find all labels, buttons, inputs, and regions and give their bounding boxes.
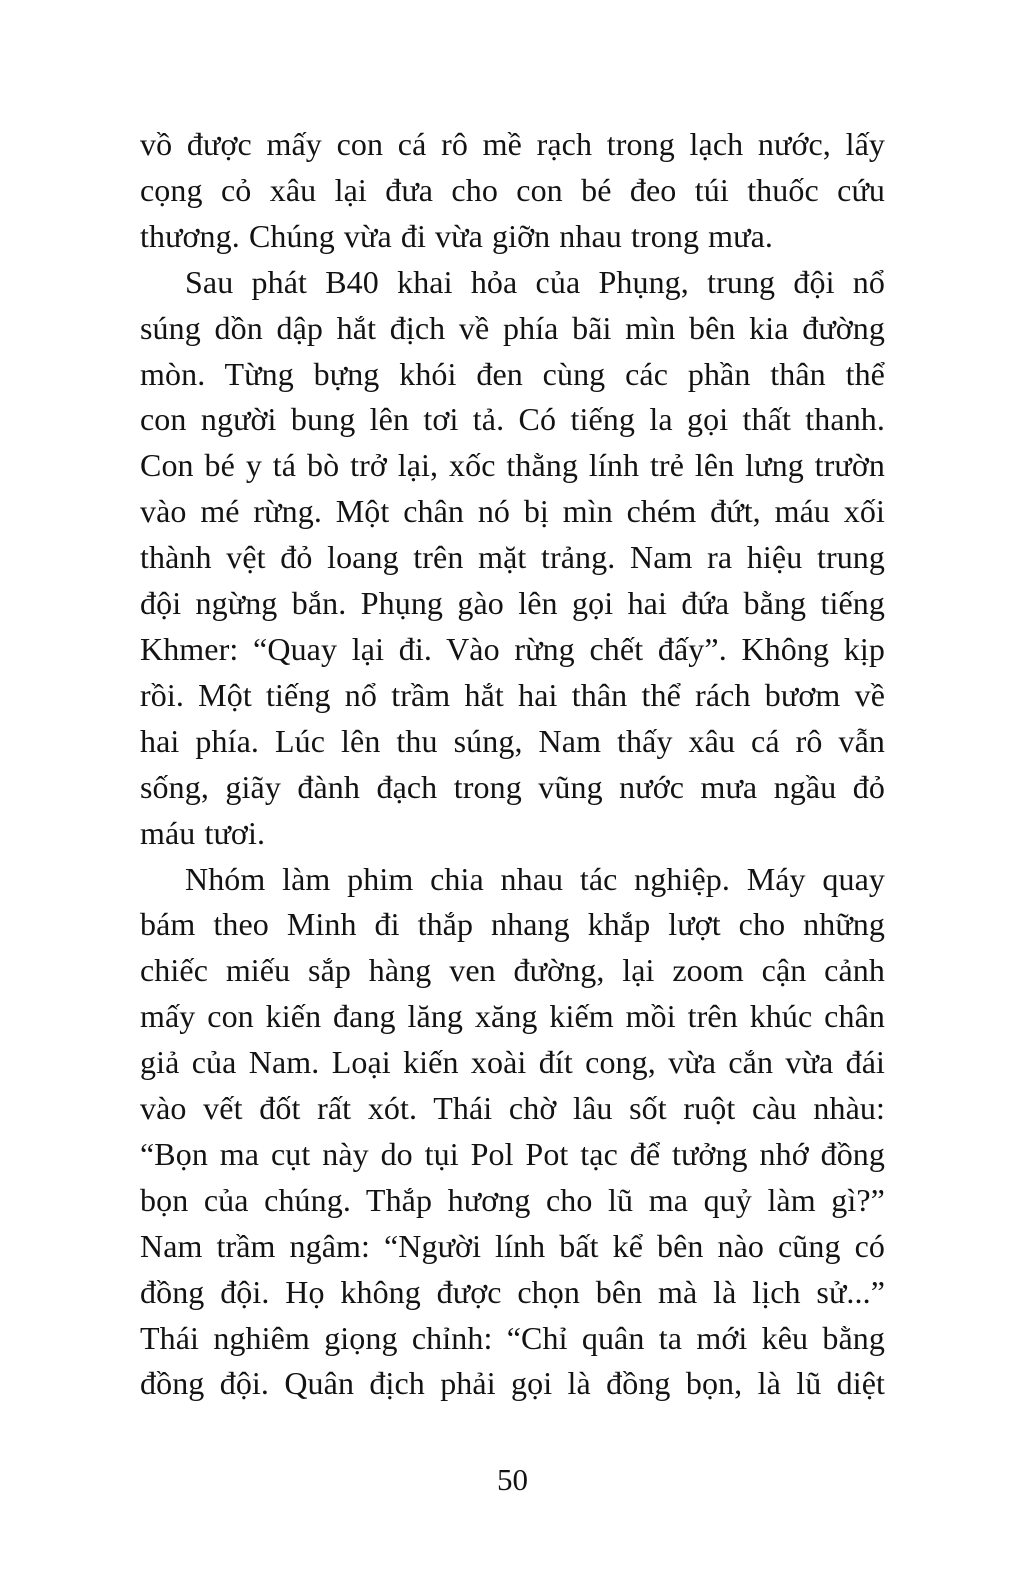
page-number: 50 (497, 1462, 528, 1497)
text-line: cọng cỏ xâu lại đưa cho con bé đeo túi thuốc cứu (140, 171, 885, 208)
text-line: thành vệt đỏ loang trên mặt trảng. Nam ra hiệu trung (140, 539, 885, 576)
text-line: Nhóm làm phim chia nhau tác nghiệp. Máy quay (185, 860, 885, 897)
text-line: giả của Nam. Loại kiến xoài đít cong, vừa cắn vừa đái (140, 1044, 885, 1081)
text-line: vào vết đốt rất xót. Thái chờ lâu sốt ruột càu nhàu: (140, 1090, 885, 1127)
text-line: hai phía. Lúc lên thu súng, Nam thấy xâu cá rô vẫn (140, 722, 885, 759)
text-line: mấy con kiến đang lăng xăng kiếm mồi trên khúc chân (140, 998, 885, 1035)
text-line: đồng đội. Quân địch phải gọi là đồng bọn, là lũ diệt (140, 1365, 885, 1402)
text-line: vồ được mấy con cá rô mề rạch trong lạch nước, lấy (140, 126, 885, 162)
text-line: Thái nghiêm giọng chỉnh: “Chỉ quân ta mới kêu bằng (140, 1319, 885, 1356)
text-line: thương. Chúng vừa đi vừa giỡn nhau trong mưa. (140, 217, 773, 254)
text-line: máu tươi. (140, 814, 266, 851)
text-line: súng dồn dập hắt địch về phía bãi mìn bên kia đường (140, 309, 885, 346)
text-line: con người bung lên tơi tả. Có tiếng la gọi thất thanh. (140, 401, 885, 438)
text-line: Sau phát B40 khai hỏa của Phụng, trung đội nổ (185, 263, 885, 300)
page-text-block (140, 122, 885, 1407)
text-line: “Bọn ma cụt này do tụi Pol Pot tạc để tưởng nhớ đồng (140, 1135, 885, 1172)
text-line: Khmer: “Quay lại đi. Vào rừng chết đấy”. Không kịp (140, 630, 885, 667)
text-line: sống, giãy đành đạch trong vũng nước mưa ngầu đỏ (140, 768, 885, 805)
text-line: rồi. Một tiếng nổ trầm hắt hai thân thể rách bươm về (140, 676, 885, 713)
text-line: bọn của chúng. Thắp hương cho lũ ma quỷ làm gì?” (140, 1181, 885, 1218)
text-line: Con bé y tá bò trở lại, xốc thằng lính trẻ lên lưng trườn (140, 447, 885, 484)
text-line: đồng đội. Họ không được chọn bên mà là lịch sử...” (140, 1273, 885, 1310)
text-line: vào mé rừng. Một chân nó bị mìn chém đứt, máu xối (140, 493, 885, 530)
text-line: mòn. Từng bựng khói đen cùng các phần thân thể (140, 355, 885, 392)
text-line: đội ngừng bắn. Phụng gào lên gọi hai đứa bằng tiếng (140, 585, 885, 622)
text-line: bám theo Minh đi thắp nhang khắp lượt cho những (140, 906, 885, 943)
text-line: chiếc miếu sắp hàng ven đường, lại zoom cận cảnh (140, 952, 885, 989)
text-line: Nam trầm ngâm: “Người lính bất kể bên nào cũng có (140, 1227, 885, 1264)
